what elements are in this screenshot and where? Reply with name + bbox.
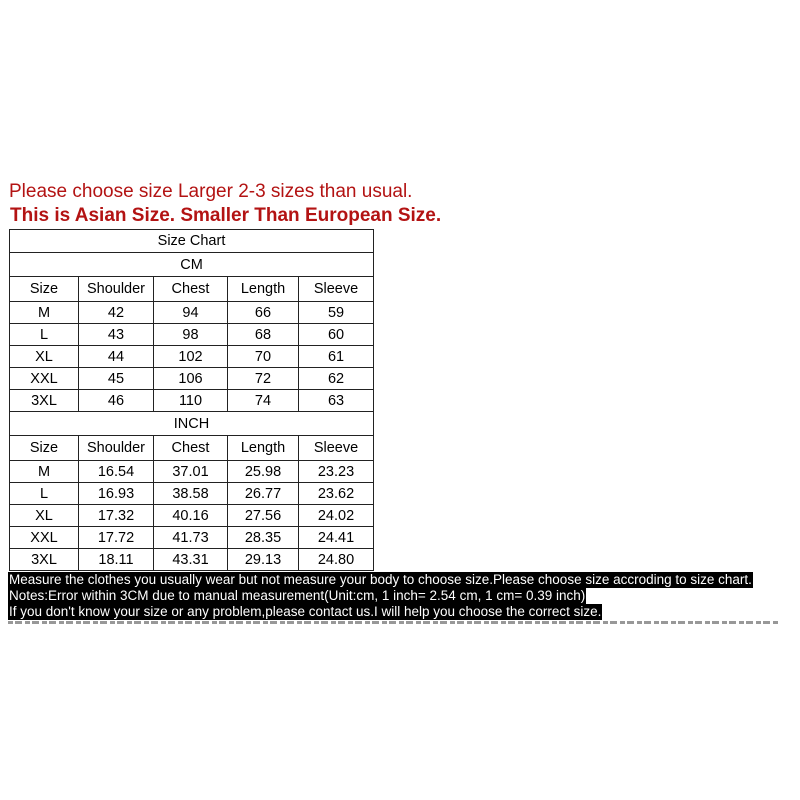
- table-cell: 68: [228, 324, 299, 346]
- table-cell: 24.02: [299, 505, 374, 527]
- column-header-row-cm: [10, 277, 374, 302]
- table-row: [10, 483, 374, 505]
- table-cell: 94: [154, 302, 228, 324]
- table-title: Size Chart: [10, 230, 374, 253]
- table-cell: 25.98: [228, 461, 299, 483]
- cropped-text-remnant: [8, 620, 780, 626]
- column-header: Shoulder: [79, 436, 154, 461]
- table-cell: 18.11: [79, 549, 154, 571]
- asian-size-warning: This is Asian Size. Smaller Than European Size.: [10, 205, 442, 226]
- table-cell: 106: [154, 368, 228, 390]
- error-note: Notes:Error within 3CM due to manual measurement(Unit:cm, 1 inch= 2.54 cm, 1 cm= 0.39 inch): [9, 588, 586, 603]
- table-row: [10, 302, 374, 324]
- table-cell: 24.41: [299, 527, 374, 549]
- table-cell: 98: [154, 324, 228, 346]
- table-cell: 70: [228, 346, 299, 368]
- column-header: Sleeve: [299, 277, 374, 302]
- table-cell: 60: [299, 324, 374, 346]
- table-row: [10, 527, 374, 549]
- measure-note: Measure the clothes you usually wear but not measure your body to choose size.Please choose size accroding to size chart.: [9, 572, 752, 587]
- table-cell: L: [10, 483, 79, 505]
- table-cell: 24.80: [299, 549, 374, 571]
- table-row: [10, 390, 374, 412]
- table-cell: 43.31: [154, 549, 228, 571]
- table-cell: XL: [10, 505, 79, 527]
- table-row: [10, 346, 374, 368]
- table-row: [10, 461, 374, 483]
- table-cell: 3XL: [10, 390, 79, 412]
- table-cell: L: [10, 324, 79, 346]
- table-cell: 74: [228, 390, 299, 412]
- table-cell: 43: [79, 324, 154, 346]
- table-cell: 37.01: [154, 461, 228, 483]
- table-cell: 38.58: [154, 483, 228, 505]
- table-cell: 61: [299, 346, 374, 368]
- table-cell: 62: [299, 368, 374, 390]
- table-cell: 23.23: [299, 461, 374, 483]
- contact-note: If you don't know your size or any problem,please contact us.I will help you choose the correct size.: [9, 604, 602, 619]
- table-cell: 102: [154, 346, 228, 368]
- table-cell: 40.16: [154, 505, 228, 527]
- column-header: Chest: [154, 277, 228, 302]
- table-cell: 59: [299, 302, 374, 324]
- column-header: Size: [10, 277, 79, 302]
- table-row: [10, 324, 374, 346]
- table-cell: 23.62: [299, 483, 374, 505]
- table-row: [10, 368, 374, 390]
- table-cell: XL: [10, 346, 79, 368]
- table-cell: 26.77: [228, 483, 299, 505]
- table-cell: 63: [299, 390, 374, 412]
- column-header: Length: [228, 436, 299, 461]
- size-chart-table: [9, 229, 374, 571]
- table-cell: 45: [79, 368, 154, 390]
- unit-label-cm: CM: [10, 253, 374, 277]
- table-cell: 44: [79, 346, 154, 368]
- table-cell: 16.93: [79, 483, 154, 505]
- table-cell: 16.54: [79, 461, 154, 483]
- size-advice-heading: Please choose size Larger 2-3 sizes than usual.: [9, 181, 413, 202]
- table-cell: 17.32: [79, 505, 154, 527]
- table-row: [10, 505, 374, 527]
- table-cell: M: [10, 461, 79, 483]
- table-cell: M: [10, 302, 79, 324]
- table-cell: 42: [79, 302, 154, 324]
- table-cell: 66: [228, 302, 299, 324]
- column-header: Shoulder: [79, 277, 154, 302]
- column-header: Length: [228, 277, 299, 302]
- table-cell: 17.72: [79, 527, 154, 549]
- table-cell: 41.73: [154, 527, 228, 549]
- table-cell: 28.35: [228, 527, 299, 549]
- column-header: Sleeve: [299, 436, 374, 461]
- notes-block: [8, 572, 753, 620]
- table-cell: XXL: [10, 527, 79, 549]
- column-header-row-inch: [10, 436, 374, 461]
- table-cell: 29.13: [228, 549, 299, 571]
- table-row: [10, 549, 374, 571]
- column-header: Chest: [154, 436, 228, 461]
- table-cell: XXL: [10, 368, 79, 390]
- unit-label-inch: INCH: [10, 412, 374, 436]
- column-header: Size: [10, 436, 79, 461]
- table-cell: 46: [79, 390, 154, 412]
- table-cell: 110: [154, 390, 228, 412]
- table-cell: 72: [228, 368, 299, 390]
- table-cell: 27.56: [228, 505, 299, 527]
- table-cell: 3XL: [10, 549, 79, 571]
